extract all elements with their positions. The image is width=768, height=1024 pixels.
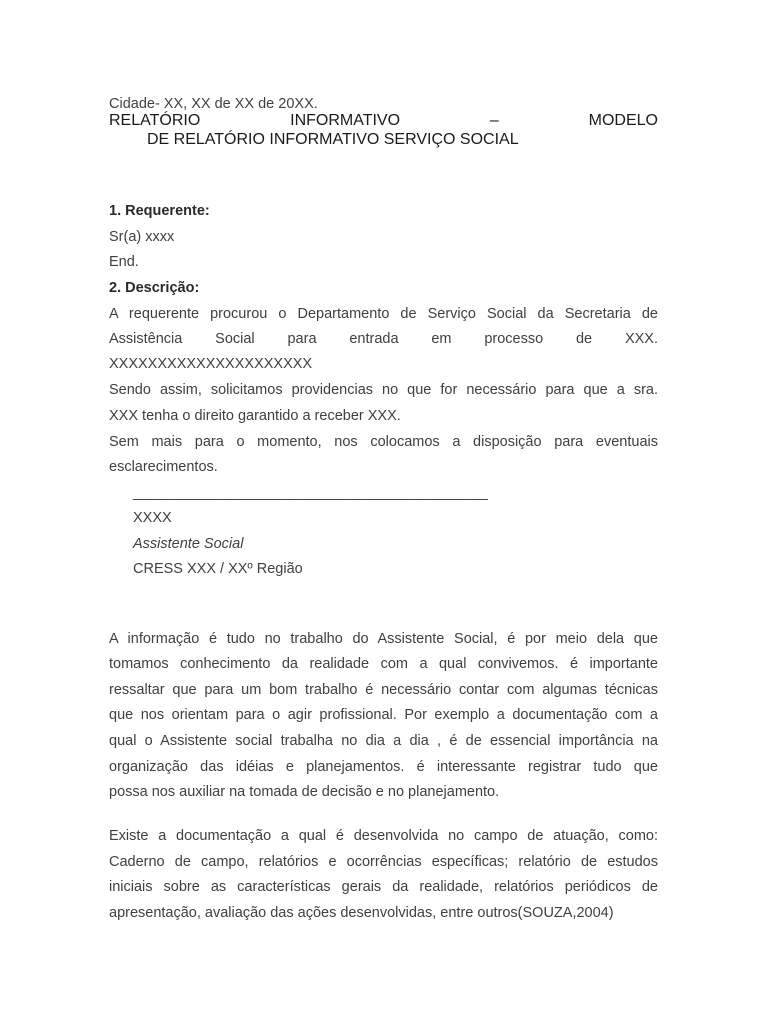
description-line: esclarecimentos. bbox=[109, 459, 218, 475]
description-line: XXXXXXXXXXXXXXXXXXXXX bbox=[109, 356, 313, 372]
paragraph-1-line: organização das idéias e planejamentos. é interessante registrar tudo que bbox=[109, 759, 658, 775]
description-line: Sem mais para o momento, nos colocamos a disposição para eventuais bbox=[109, 434, 658, 450]
paragraph-1-line: A informação é tudo no trabalho do Assistente Social, é por meio dela que bbox=[109, 631, 658, 647]
paragraph-1-line: ressaltar que para um bom trabalho é necessário contar com algumas técnicas bbox=[109, 682, 658, 698]
signature-role: Assistente Social bbox=[133, 536, 244, 552]
date-line: Cidade- XX, XX de XX de 20XX. bbox=[109, 96, 318, 112]
paragraph-2-line: apresentação, avaliação das ações desenvolvidas, entre outros(SOUZA,2004) bbox=[109, 905, 614, 921]
paragraph-1-line: possa nos auxiliar na tomada de decisão e no planejamento. bbox=[109, 784, 500, 800]
signature-name: XXXX bbox=[133, 510, 172, 526]
description-line: Assistência Social para entrada em processo de XXX. bbox=[109, 331, 658, 347]
signature-registration: CRESS XXX / XXº Região bbox=[133, 561, 303, 577]
section-2-heading: 2. Descrição: bbox=[109, 280, 200, 296]
description-line: XXX tenha o direito garantido a receber XXX. bbox=[109, 408, 401, 424]
description-line: A requerente procurou o Departamento de Serviço Social da Secretaria de bbox=[109, 306, 658, 322]
paragraph-1-line: tomamos conhecimento da realidade com a qual convivemos. é importante bbox=[109, 656, 658, 672]
paragraph-1-line: qual o Assistente social trabalha no dia a dia , é de essencial importância na bbox=[109, 733, 658, 749]
description-line: Sendo assim, solicitamos providencias no que for necessário para que a sra. bbox=[109, 382, 658, 398]
requester-address: End. bbox=[109, 254, 139, 270]
paragraph-1-line: que nos orientam para o agir profissional. Por exemplo a documentação com a bbox=[109, 707, 658, 723]
paragraph-2-line: Caderno de campo, relatórios e ocorrências específicas; relatório de estudos bbox=[109, 854, 658, 870]
section-1-heading: 1. Requerente: bbox=[109, 203, 210, 219]
paragraph-2-line: Existe a documentação a qual é desenvolvida no campo de atuação, como: bbox=[109, 828, 658, 844]
paragraph-2-line: iniciais sobre as características gerais da realidade, relatórios periódicos de bbox=[109, 879, 658, 895]
requester-name: Sr(a) xxxx bbox=[109, 229, 175, 245]
signature-line: ____________________________________________ bbox=[133, 485, 488, 501]
title-line-2: DE RELATÓRIO INFORMATIVO SERVIÇO SOCIAL bbox=[147, 131, 519, 148]
title-line-1: RELATÓRIO INFORMATIVO – MODELO bbox=[109, 112, 658, 129]
